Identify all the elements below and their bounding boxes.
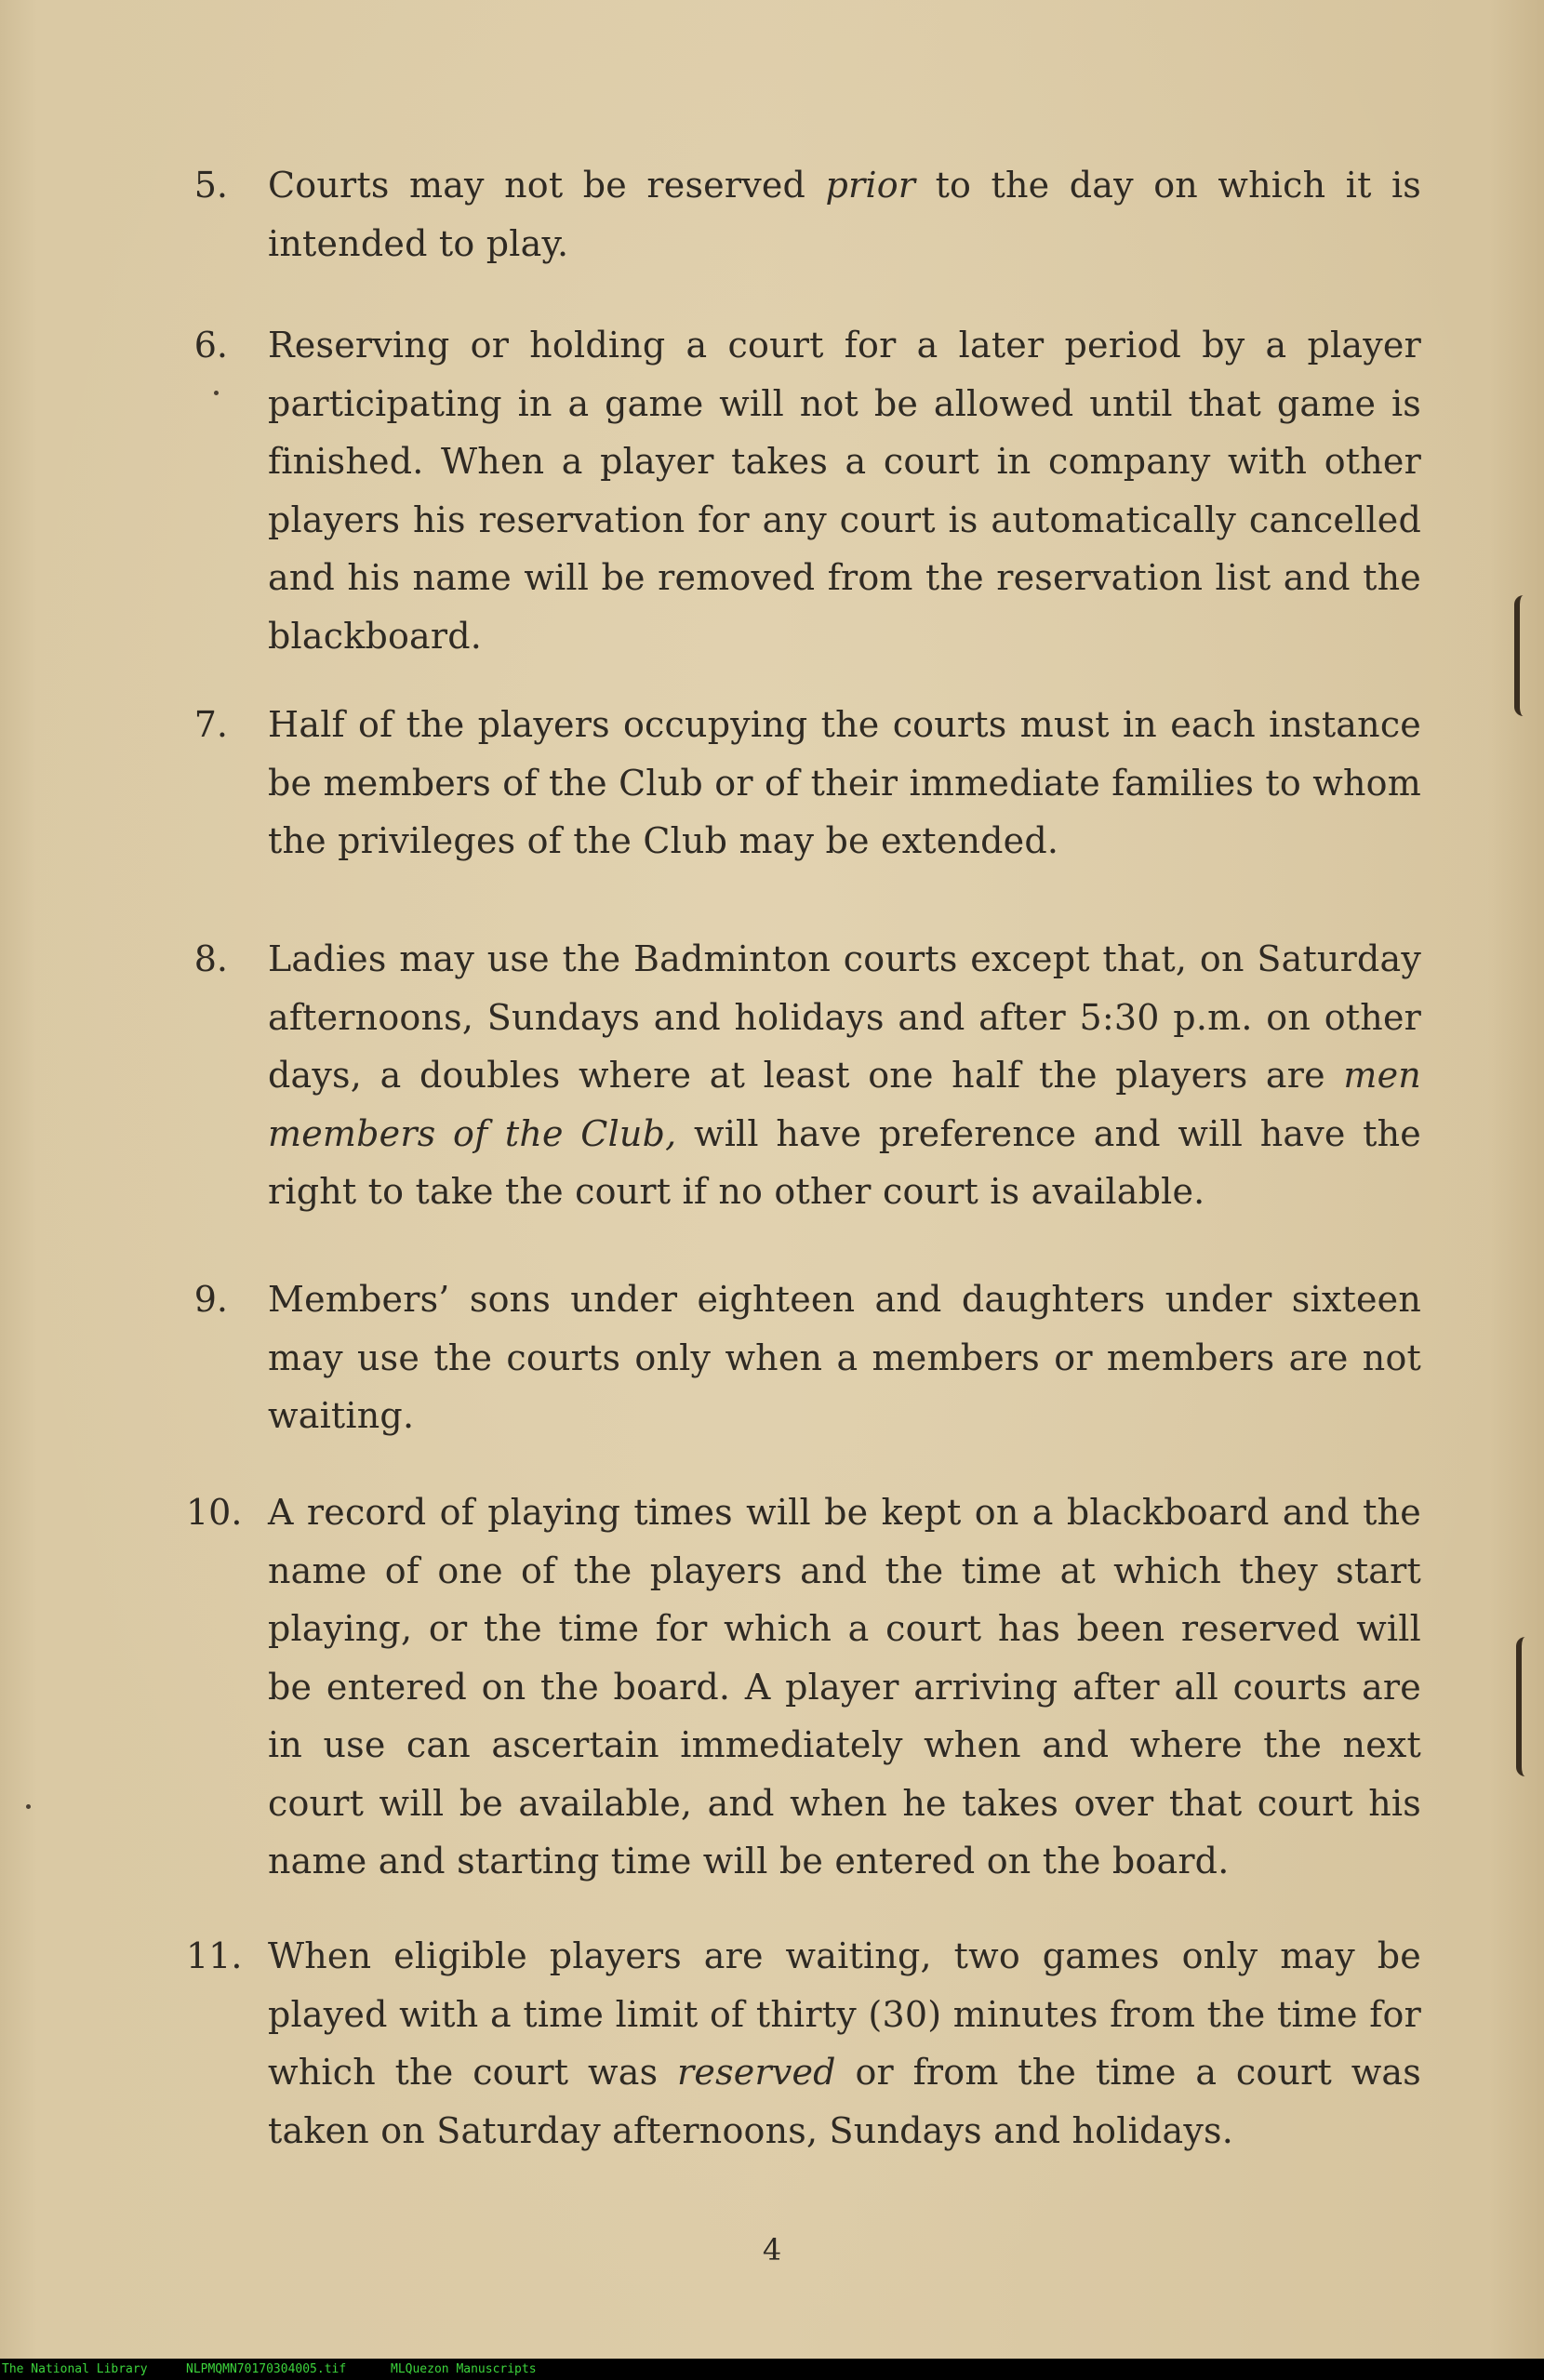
rule-text: Courts may not be reserved prior to the day on which it is intended to play.: [268, 165, 1421, 264]
rule-text: Members’ sons under eighteen and daughters under sixteen may use the courts only when a members or members are not waiting.: [268, 1279, 1421, 1436]
footer-collection: MLQuezon Manuscripts: [391, 2362, 537, 2376]
rule-text: A record of playing times will be kept on a blackboard and the name of one of the players and the time at which they start playing, or the time for which a court has been reserved will be entered on the board. A player arriving after all courts are in use can ascertain immediately when and where the next court will be available, and when he takes over that court his name and starting time will be entered on the board.: [268, 1492, 1421, 1881]
footer-library: The National Library: [2, 2362, 148, 2376]
rule-text: Half of the players occupying the courts must in each instance be members of the Club or of their immediate families to whom the privileges of the Club may be extended.: [268, 704, 1421, 861]
rule-text: Ladies may use the Badminton courts except that, on Saturday afternoons, Sundays and holidays and after 5:30 p.m. on other days, a doubles where at least one half the players are men members of the Club, will have preference and will have the right to take the court if no other court is available.: [268, 938, 1421, 1212]
emphasis: prior: [825, 165, 916, 206]
rule-text: When eligible players are waiting, two games only may be played with a time limit of thirty (30) minutes from the time for which the court was reserved or from the time a court was taken on Saturday afternoons, Sundays and holidays.: [268, 1935, 1421, 2151]
rule-number: 5.: [193, 165, 228, 206]
rule-number: 11.: [186, 1935, 243, 1976]
ink-speck-icon: [214, 391, 219, 395]
ink-speck-icon: [26, 1804, 31, 1809]
footer-file: NLPMQMN70170304005.tif: [186, 2362, 347, 2376]
rule-number: 8.: [193, 938, 228, 979]
rule-number: 6.: [193, 325, 228, 366]
rule-number: 7.: [193, 704, 228, 745]
binding-mark-icon: [1514, 595, 1533, 716]
rule-number: 10.: [186, 1492, 243, 1533]
scan-footer: [0, 2359, 1544, 2380]
emphasis: men members of the Club,: [268, 1055, 1421, 1154]
page-number: 4: [762, 2232, 782, 2267]
rule-text: Reserving or holding a court for a later period by a player participating in a game will not be allowed until that game is finished. When a player takes a court in company with other players his reservation for any court is automatically cancelled and his name will be removed from the reservation list and the blackboard.: [268, 325, 1421, 657]
binding-mark-icon: [1516, 1637, 1535, 1776]
rule-number: 9.: [193, 1279, 228, 1320]
emphasis: reserved: [677, 2052, 836, 2093]
